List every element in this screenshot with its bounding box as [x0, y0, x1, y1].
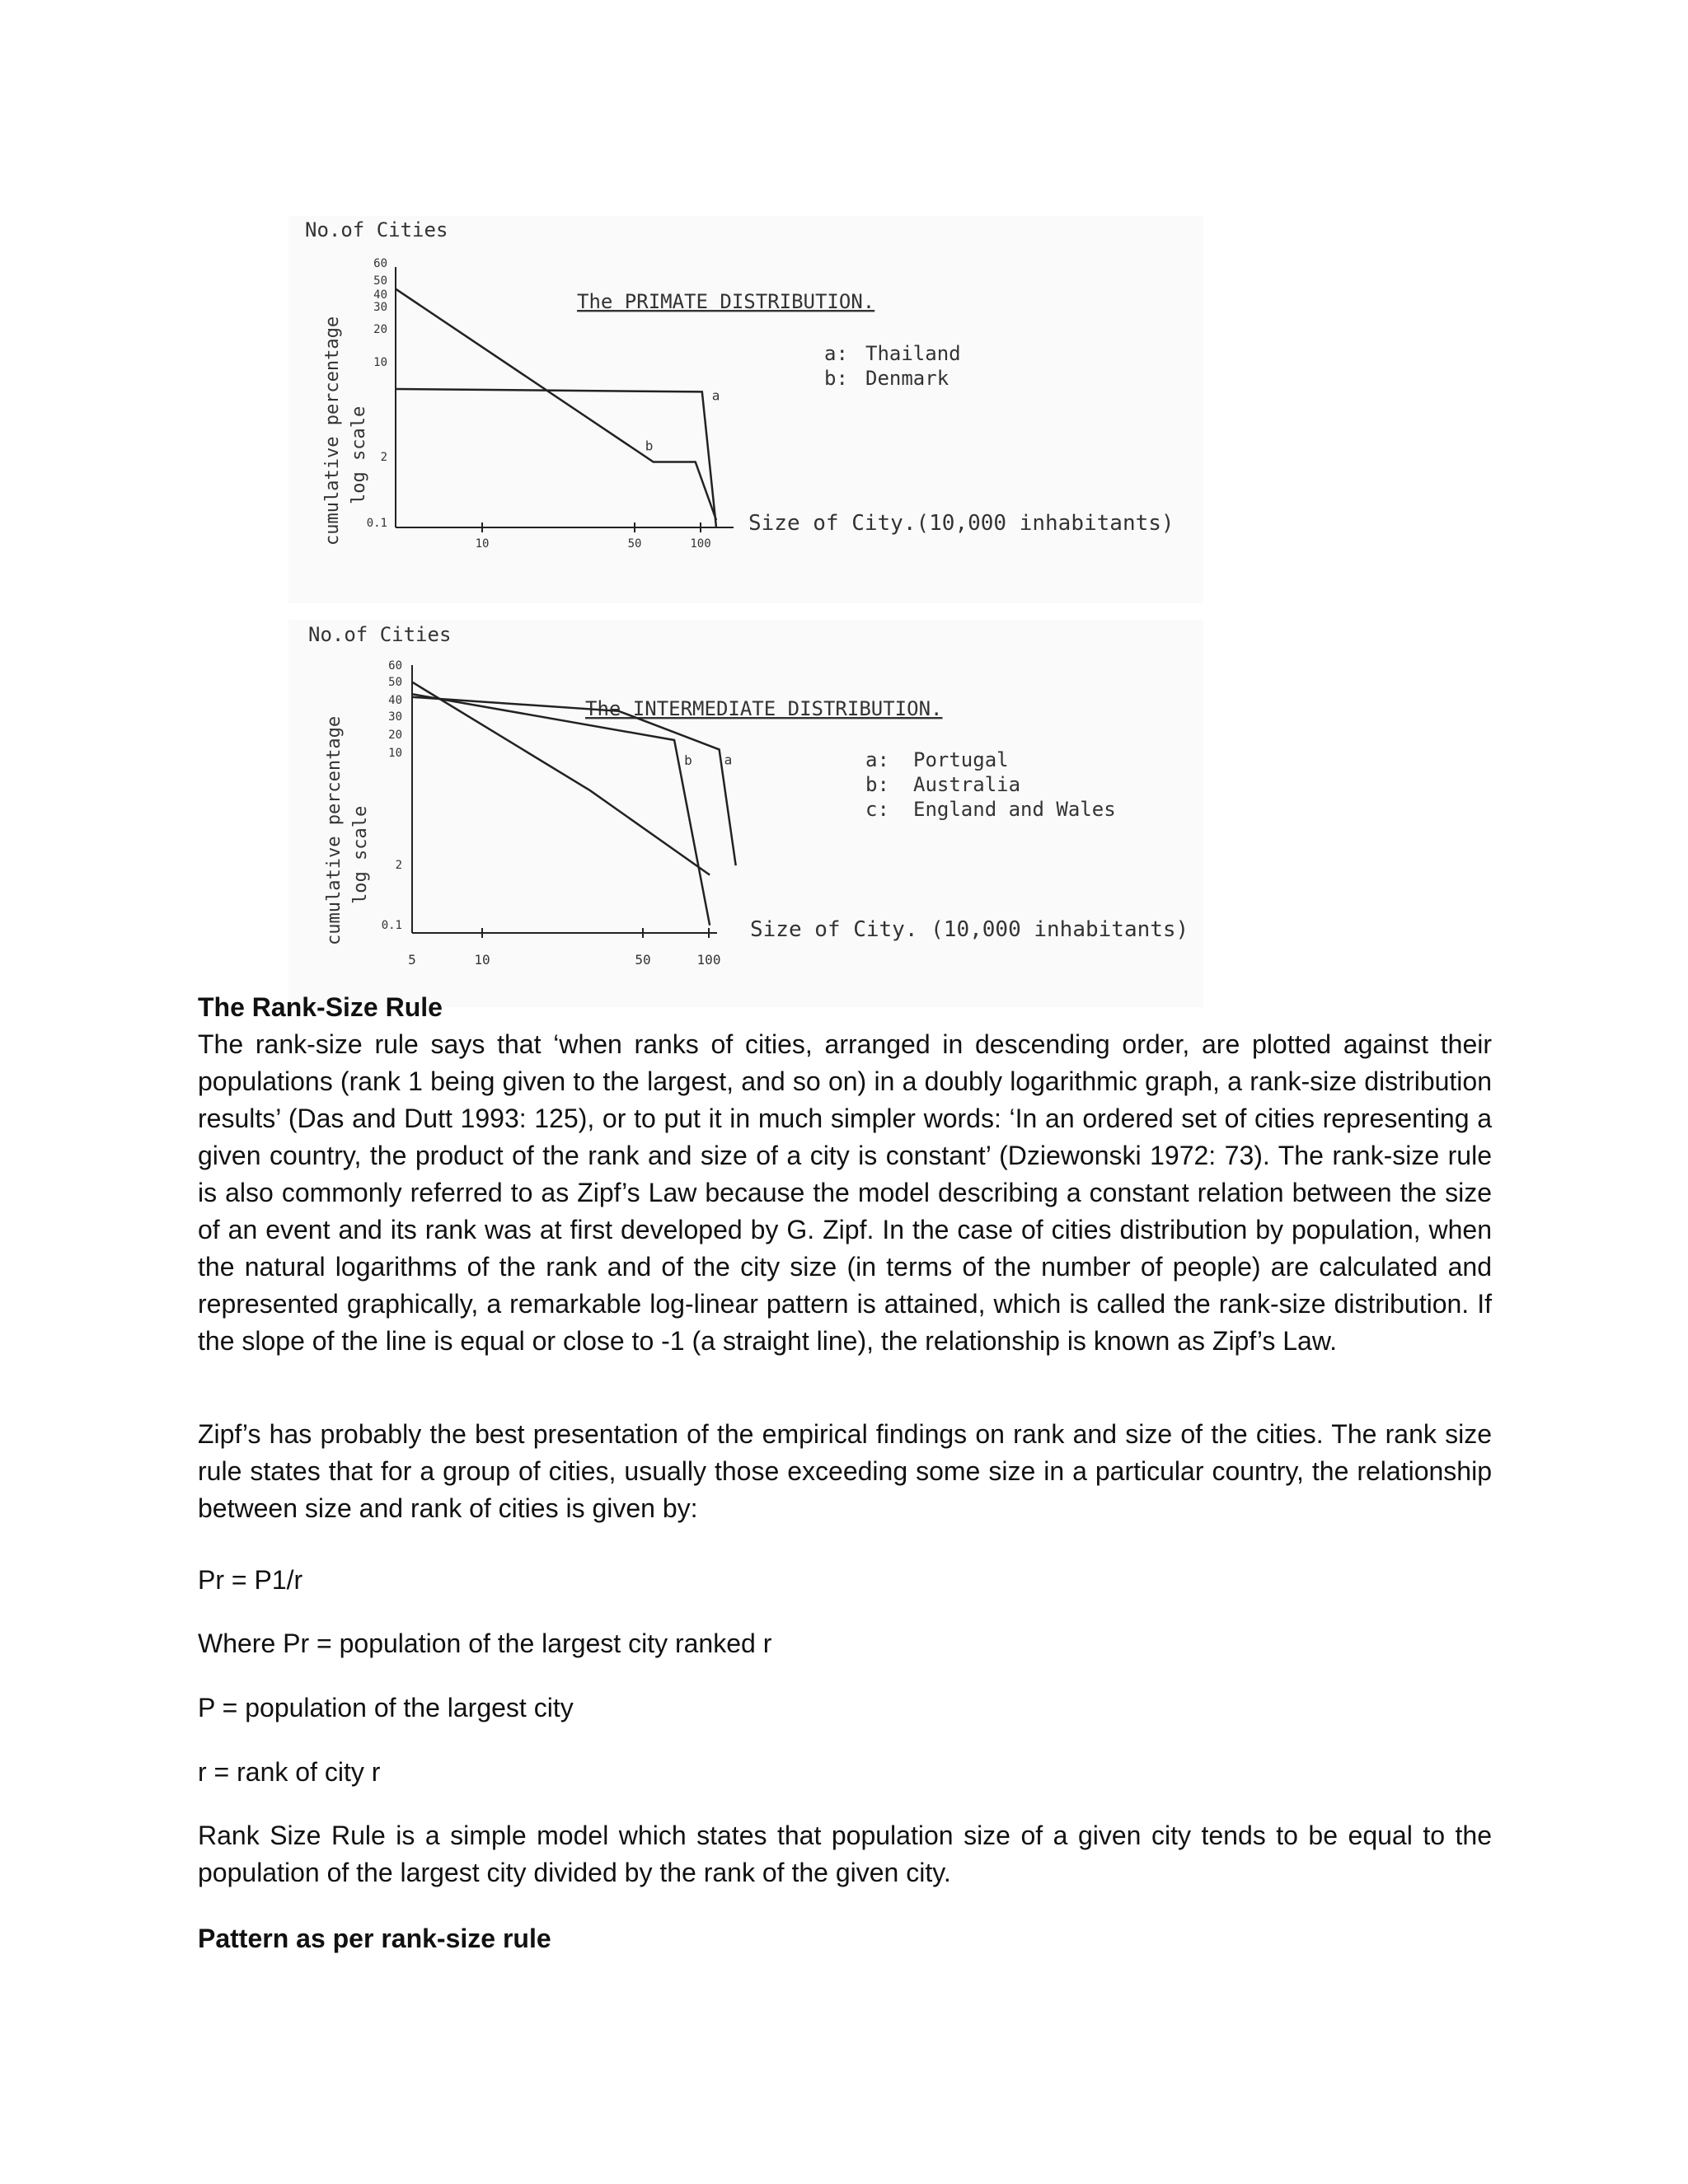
legend-key: a:	[824, 342, 848, 365]
x-tick: 50	[627, 537, 642, 551]
definition-p	[198, 1690, 1492, 1727]
formula-text: Pr = P1/r	[198, 1565, 303, 1595]
section-heading	[198, 989, 1492, 1026]
x-axis-label: Size of City. (10,000 inhabitants)	[750, 917, 1189, 942]
y-title: No.of Cities	[305, 218, 448, 241]
legend-key: b:	[865, 773, 889, 796]
y-axis-label-scale: log scale	[350, 805, 371, 904]
y-ticks	[382, 659, 402, 932]
legend-label-portugal: Portugal	[913, 748, 1009, 771]
y-tick: 40	[388, 694, 402, 707]
definition-r	[198, 1754, 1492, 1791]
y-tick: 0.1	[366, 517, 387, 530]
series-label-a: a	[711, 387, 720, 404]
paragraph: The rank-size rule says that ‘when ranks of cities, arranged in descending order, are plotted against their populations (rank 1 being given to the largest, and so on) in a doubly logarithmic graph, a rank-size distribution results’ (Das and Dutt 1993: 125), or to put it in much simpler words: ‘In an ordered set of cities representing a given country, the product of the rank and size of a city is constant’ (Dziewonski 1972: 73). The rank-size rule is also commonly referred to as Zipf’s Law because the model describing a constant relation between the size of an event and its rank was at first developed by G. Zipf. In the case of cities distribution by population, when the natural logarithms of the rank and of the city size (in terms of the number of people) are calculated and represented graphically, a remarkable log-linear pattern is attained, which is called the rank-size distribution. If the slope of the line is equal or close to -1 (a straight line), the relationship is known as Zipf’s Law.	[198, 1029, 1492, 1356]
paragraph-zipf	[198, 1416, 1492, 1527]
y-axis-label: cumulative percentage	[324, 715, 345, 945]
y-tick: 20	[388, 729, 402, 742]
section-heading-text: The Rank-Size Rule	[198, 992, 443, 1022]
x-axis-label: Size of City.(10,000 inhabitants)	[748, 511, 1175, 536]
chart-title: The INTERMEDIATE DISTRIBUTION.	[585, 697, 943, 720]
y-tick: 60	[388, 659, 402, 673]
figure-primate-distribution	[288, 216, 1203, 603]
legend-key: c:	[865, 798, 889, 821]
x-tick: 10	[474, 952, 490, 968]
series-label-a: a	[724, 752, 733, 768]
legend-label-denmark: Denmark	[865, 367, 950, 390]
y-tick: 10	[373, 356, 387, 369]
series-line-b	[396, 289, 716, 520]
y-tick: 50	[373, 274, 387, 288]
x-tick: 100	[696, 952, 721, 968]
y-tick: 0.1	[381, 919, 402, 932]
y-tick: 20	[373, 323, 387, 336]
definition: r = rank of city r	[198, 1757, 381, 1787]
chart-title: The PRIMATE DISTRIBUTION.	[577, 290, 875, 313]
legend-key: a:	[865, 748, 889, 771]
y-axis-label: cumulative percentage	[322, 316, 343, 546]
formula	[198, 1562, 1492, 1599]
legend-label-thailand: Thailand	[865, 342, 961, 365]
chart-primate	[288, 216, 1203, 603]
x-tick: 50	[635, 952, 651, 968]
x-tick: 100	[690, 537, 711, 551]
definition-pr	[198, 1625, 1492, 1662]
definition: P = population of the largest city	[198, 1693, 574, 1722]
definition: Where Pr = population of the largest city ranked r	[198, 1629, 772, 1658]
series-line-a	[396, 389, 716, 527]
y-title: No.of Cities	[308, 623, 452, 646]
paragraph: Rank Size Rule is a simple model which states that population size of a given city tends to be equal to the population of the largest city divided by the rank of the given city.	[198, 1821, 1492, 1887]
legend-key: b:	[824, 367, 848, 390]
y-tick: 30	[373, 301, 387, 314]
x-ticks	[408, 928, 720, 968]
y-tick: 40	[373, 288, 387, 302]
y-tick: 2	[395, 859, 402, 872]
y-ticks	[367, 257, 387, 530]
y-tick: 2	[380, 451, 387, 464]
legend-label-england-and-wales: England and Wales	[913, 798, 1116, 821]
final-heading-text: Pattern as per rank-size rule	[198, 1924, 551, 1953]
x-tick: 10	[475, 537, 490, 551]
y-tick: 50	[388, 676, 402, 689]
final-heading	[198, 1920, 1492, 1957]
paragraph-rank-size	[198, 1026, 1492, 1360]
y-tick: 60	[373, 257, 387, 270]
figure-intermediate-distribution	[288, 620, 1203, 1007]
legend-label-australia: Australia	[913, 773, 1021, 796]
y-axis-label-scale: log scale	[349, 405, 369, 504]
series-label-b: b	[684, 752, 692, 768]
x-tick: 5	[408, 952, 416, 968]
paragraph-summary	[198, 1817, 1492, 1891]
chart-intermediate	[288, 620, 1203, 1007]
series-group	[396, 289, 720, 527]
y-tick: 10	[388, 747, 402, 760]
paragraph: Zipf’s has probably the best presentation of the empirical findings on rank and size of the cities. The rank size rule states that for a group of cities, usually those exceeding some size in a particular country, the relationship between size and rank of cities is given by:	[198, 1419, 1492, 1523]
series-label-b: b	[645, 438, 654, 454]
y-tick: 30	[388, 710, 402, 724]
